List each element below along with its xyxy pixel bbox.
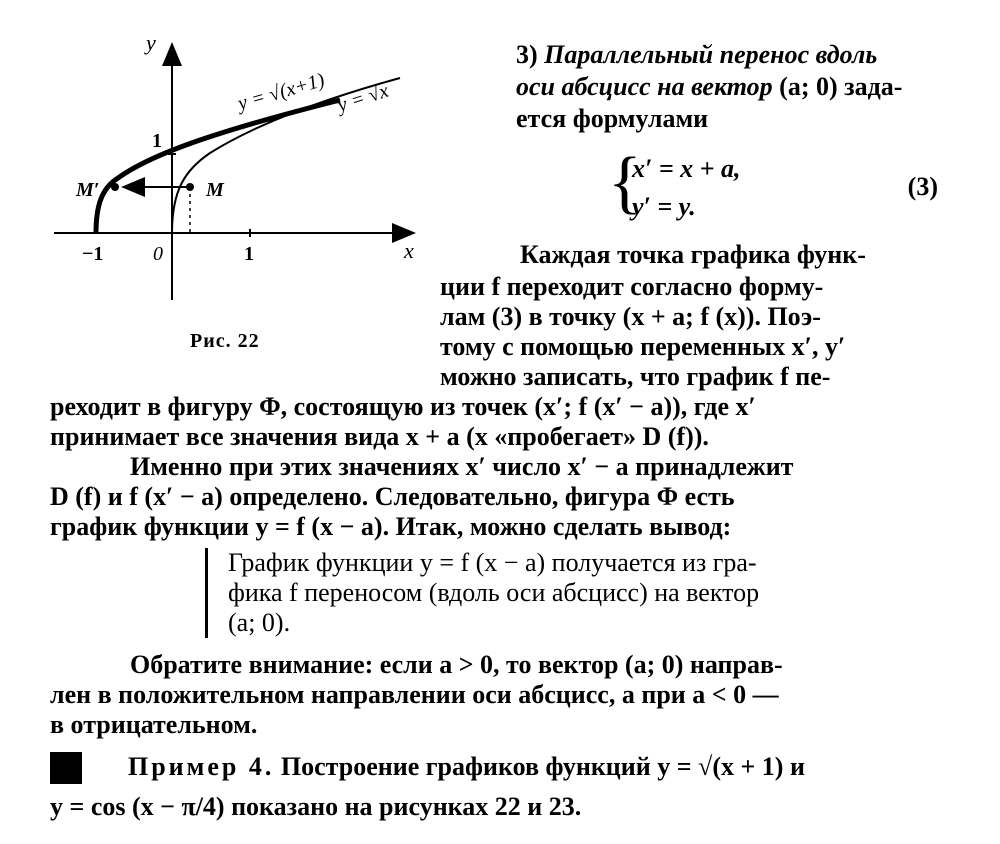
tick-one-x-label: 1 [244,243,254,265]
item-3-title-2: оси абсцисс на вектор [516,72,773,101]
equation-number: (3) [907,172,938,201]
rule-line: График функции y = f (x − a) получается из гра- [228,548,757,577]
text-line: Именно при этих значениях x′ число x′ − a принадлежит [130,452,794,481]
item-3-number: 3) [516,40,545,69]
example-marker-square [50,752,82,784]
text-line: график функции y = f (x − a). Итак, можно сделать вывод: [50,512,732,541]
curve-base-label: y = √x [334,79,392,117]
rule-line: фика f переносом (вдоль оси абсцисс) на вектор [228,578,760,607]
text-line: лен в положительном направлении оси абсцисс, а при a < 0 — [50,680,779,709]
item-3-title-1: Параллельный перенос вдоль [544,40,878,69]
item-3-line-3: ется формулами [516,104,709,133]
text-line: принимает все значения вида x + a (x «пробегает» D (f)). [50,422,709,451]
item-3-vector: (a; 0) зада- [772,72,903,101]
text-line: можно записать, что график f пе- [440,362,831,391]
curve-sqrt-x-plus-1 [96,100,340,233]
x-axis-label: x [404,238,414,263]
item-3-heading [516,40,956,136]
text-line: Обратите внимание: если a > 0, то вектор (a; 0) направ- [130,650,783,679]
tick-one-y-label: 1 [152,130,162,152]
example-4-line-2: y = cos (x − π/4) показано на рисунках 22 и 23. [50,792,582,821]
rule-line: (a; 0). [228,608,291,637]
rule-statement [205,548,948,638]
tick-minus-one-label: −1 [82,243,104,265]
text-line: ции f переходит согласно форму- [440,272,824,301]
formula-system-3 [608,144,938,232]
text-line: реходит в фигуру Φ, состоящую из точек (x′; f (x′ − a)), где x′ [50,392,756,421]
origin-label: 0 [153,243,163,265]
equation-y: y′ = y. [632,192,696,221]
point-m-label: M [206,179,224,201]
text-line: в отрицательном. [50,710,258,739]
figure-caption: Рис. 22 [190,330,260,352]
system-brace: { [608,144,642,221]
example-line-1: Построение графиков функций y = √(x + 1) и [280,752,805,781]
text-line: тому с помощью переменных x′, y′ [440,332,846,361]
point-m-prime-label: M′ [76,179,100,201]
example-4 [128,752,805,782]
example-label: Пример 4. [128,752,275,781]
curve-shifted-label: y = √(x+1) [235,69,327,115]
text-line: Каждая точка графика функ- [520,240,866,269]
equation-x: x′ = x + a, [632,154,741,183]
point-m-prime [111,183,119,191]
text-line: D (f) и f (x′ − a) определено. Следовательно, фигура Φ есть [50,482,735,511]
figure-22 [40,30,430,320]
text-line: лам (3) в точку (x + a; f (x)). Поэ- [440,302,821,331]
point-m [186,183,194,191]
y-axis-label: y [146,30,156,55]
